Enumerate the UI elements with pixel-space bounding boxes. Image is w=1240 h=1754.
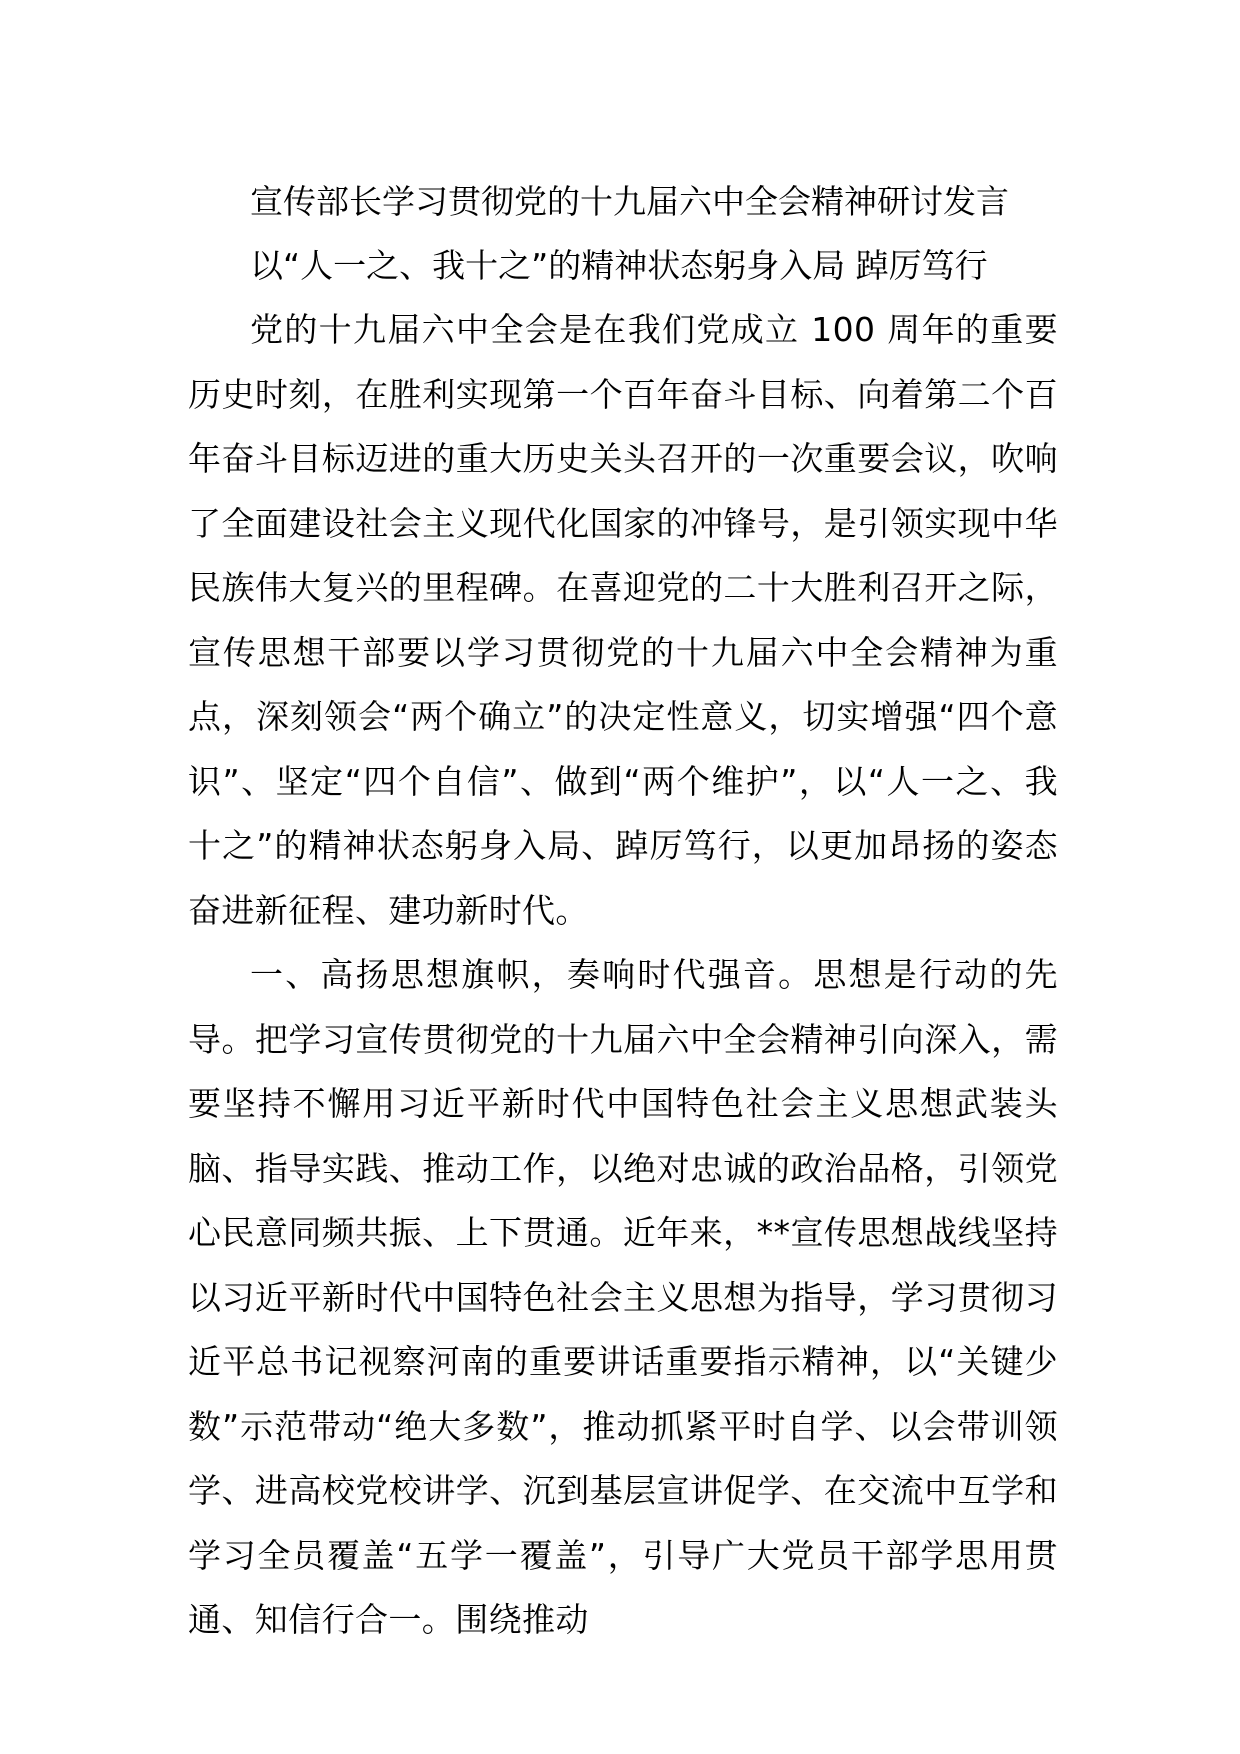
document-subtitle: 以“人一之、我十之”的精神状态躬身入局 踔厉笃行: [250, 246, 988, 285]
document-page: [188, 170, 1058, 1653]
paragraph-intro: 党的十九届六中全会是在我们党成立 100 周年的重要历史时刻，在胜利实现第一个百年奋斗目标、向着第二个百年奋斗目标迈进的重大历史关头召开的一次重要会议，吹响了全面建设社会主义现代化国家的冲锋号，是引领实现中华民族伟大复兴的里程碑。在喜迎党的二十大胜利召开之际，宣传思想干部要以学习贯彻党的十九届六中全会精神为重点，深刻领会“两个确立”的决定性意义，切实增强“四个意识”、坚定“四个自信”、做到“两个维护”，以“人一之、我十之”的精神状态躬身入局、踔厉笃行，以更加昂扬的姿态奋进新征程、建功新时代。: [188, 310, 1058, 930]
paragraph-section-one: 一、高扬思想旗帜，奏响时代强音。思想是行动的先导。把学习宣传贯彻党的十九届六中全会精神引向深入，需要坚持不懈用习近平新时代中国特色社会主义思想武装头脑、指导实践、推动工作，以绝对忠诚的政治品格，引领党心民意同频共振、上下贯通。近年来，**宣传思想战线坚持以习近平新时代中国特色社会主义思想为指导，学习贯彻习近平总书记视察河南的重要讲话重要指示精神，以“关键少数”示范带动“绝大多数”，推动抓紧平时自学、以会带训领学、进高校党校讲学、沉到基层宣讲促学、在交流中互学和学习全员覆盖“五学一覆盖”，引导广大党员干部学思用贯通、知信行合一。围绕推动: [188, 955, 1058, 1639]
document-title: 宣传部长学习贯彻党的十九届六中全会精神研讨发言: [250, 182, 1009, 221]
